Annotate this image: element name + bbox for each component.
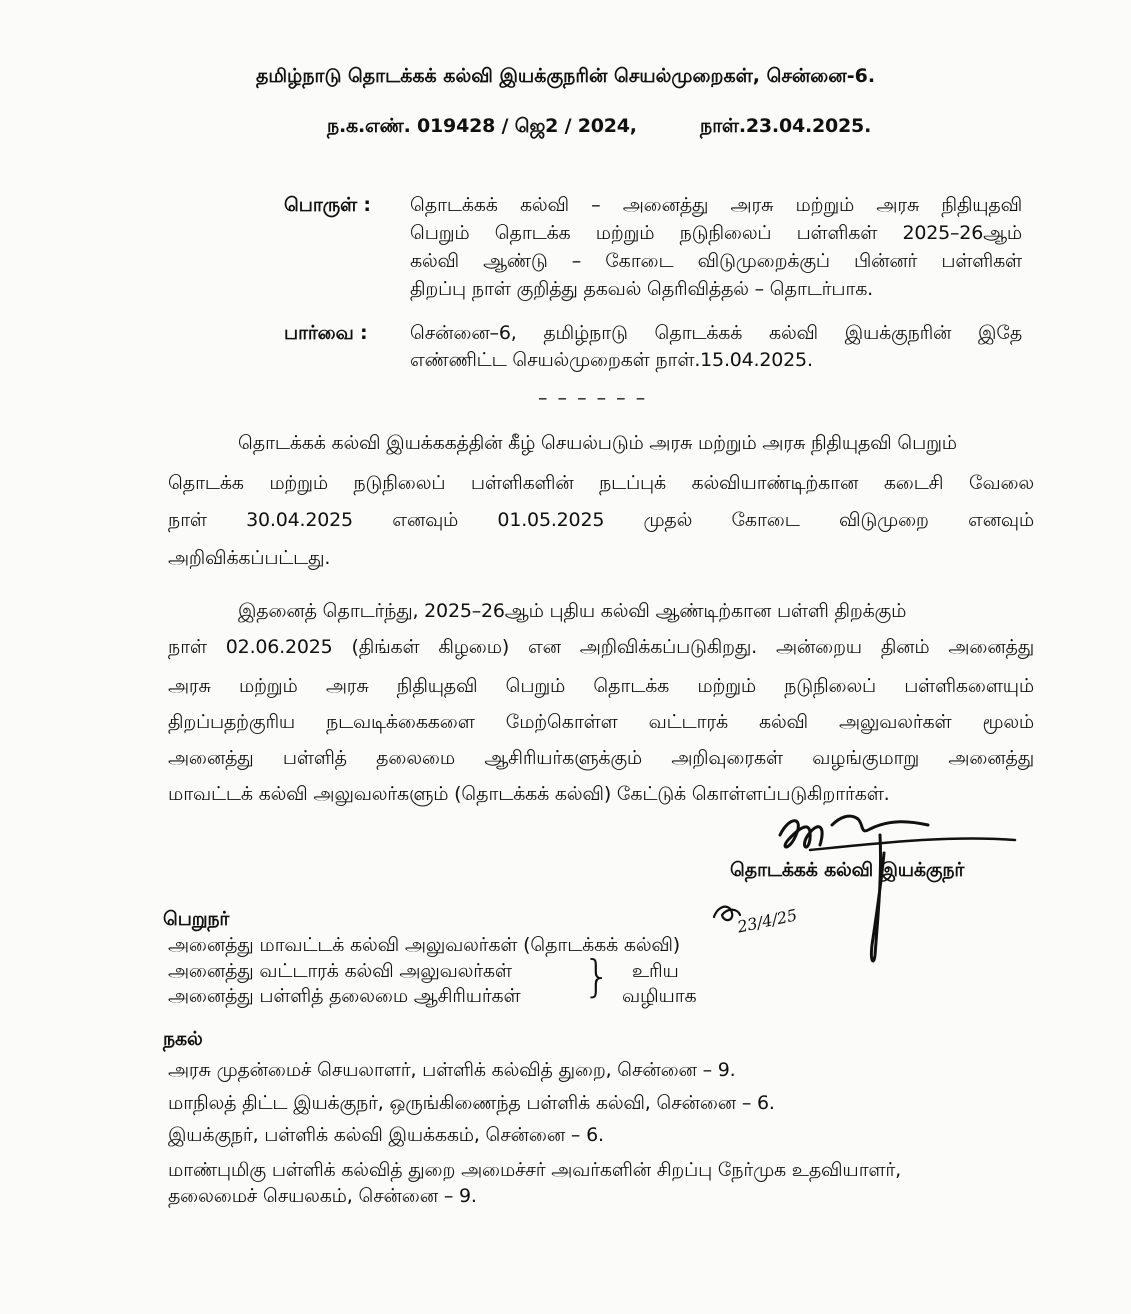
brace-left: } bbox=[583, 951, 611, 1002]
office-title: தமிழ்நாடு தொடக்கக் கல்வி இயக்குநரின் செயல்முறைகள், சென்னை-6. bbox=[255, 65, 876, 87]
copy-item: இயக்குநர், பள்ளிக் கல்வி இயக்ககம், சென்னை – 6. bbox=[168, 1124, 604, 1146]
copy-heading: நகல் bbox=[163, 1028, 203, 1050]
recipient-item: அனைத்து வட்டாரக் கல்வி அலுவலர்கள் bbox=[168, 960, 512, 982]
subject-line: பெறும் தொடக்க மற்றும் நடுநிலைப் பள்ளிகள் 2025–26ஆம் bbox=[410, 222, 1022, 244]
body-line: நாள் 02.06.2025 (திங்கள் கிழமை) என அறிவிக்கப்படுகிறது. அன்றைய தினம் அனைத்து bbox=[168, 636, 1034, 658]
document-date: நாள்.23.04.2025. bbox=[700, 115, 872, 137]
reference-line: சென்னை–6, தமிழ்நாடு தொடக்கக் கல்வி இயக்குநரின் இதே bbox=[410, 322, 1022, 344]
body-line: அறிவிக்கப்பட்டது. bbox=[168, 547, 331, 569]
body-line: தொடக்க மற்றும் நடுநிலைப் பள்ளிகளின் நடப்புக் கல்வியாண்டிற்கான கடைசி வேலை bbox=[168, 472, 1034, 494]
body-line: அனைத்து பள்ளித் தலைமை ஆசிரியர்களுக்கும் அறிவுரைகள் வழங்குமாறு அனைத்து bbox=[168, 747, 1034, 769]
body-line: தொடக்கக் கல்வி இயக்ககத்தின் கீழ் செயல்படும் அரசு மற்றும் அரசு நிதியுதவி பெறும் bbox=[238, 432, 957, 454]
body-line: அரசு மற்றும் அரசு நிதியுதவி பெறும் தொடக்க மற்றும் நடுநிலைப் பள்ளிகளையும் bbox=[168, 675, 1034, 697]
via-label-2: வழியாக bbox=[622, 985, 697, 1007]
signature-image bbox=[760, 795, 1030, 975]
separator: – – – – – – bbox=[538, 387, 648, 409]
recipient-item: அனைத்து மாவட்டக் கல்வி அலுவலர்கள் (தொடக்கக் கல்வி) bbox=[168, 934, 681, 956]
reference-line: எண்ணிட்ட செயல்முறைகள் நாள்.15.04.2025. bbox=[410, 349, 813, 371]
reference-number: ந.க.எண். 019428 / ஜெ2 / 2024, bbox=[327, 115, 637, 137]
copy-item: அரசு முதன்மைச் செயலாளர், பள்ளிக் கல்வித் துறை, சென்னை – 9. bbox=[168, 1059, 736, 1081]
copy-item: மாநிலத் திட்ட இயக்குநர், ஒருங்கிணைந்த பள்ளிக் கல்வி, சென்னை – 6. bbox=[168, 1092, 775, 1114]
subject-line: திறப்பு நாள் குறித்து தகவல் தெரிவித்தல் – தொடர்பாக. bbox=[410, 278, 874, 300]
copy-item: மாண்புமிகு பள்ளிக் கல்வித் துறை அமைச்சர் அவர்களின் சிறப்பு நேர்முக உதவியாளர், bbox=[168, 1159, 901, 1181]
body-line: இதனைத் தொடர்ந்து, 2025–26ஆம் புதிய கல்வி ஆண்டிற்கான பள்ளி திறக்கும் bbox=[238, 600, 907, 622]
recipient-item: அனைத்து பள்ளித் தலைமை ஆசிரியர்கள் bbox=[168, 985, 521, 1007]
body-line: மாவட்டக் கல்வி அலுவலர்களும் (தொடக்கக் கல்வி) கேட்டுக் கொள்ளப்படுகிறார்கள். bbox=[168, 783, 890, 805]
subject-label: பொருள் : bbox=[284, 194, 371, 216]
body-line: நாள் 30.04.2025 எனவும் 01.05.2025 முதல் கோடை விடுமுறை எனவும் bbox=[168, 509, 1034, 531]
signatory-title: தொடக்கக் கல்வி இயக்குநர் bbox=[730, 859, 965, 881]
recipients-heading: பெறுநர் bbox=[163, 908, 230, 930]
subject-line: தொடக்கக் கல்வி – அனைத்து அரசு மற்றும் அரசு நிதியுதவி bbox=[410, 194, 1022, 216]
via-label-1: உரிய bbox=[632, 960, 679, 982]
initial-date: 23/4/25 bbox=[735, 905, 799, 937]
subject-line: கல்வி ஆண்டு – கோடை விடுமுறைக்குப் பின்னர் பள்ளிகள் bbox=[410, 250, 1022, 272]
copy-item: தலைமைச் செயலகம், சென்னை – 9. bbox=[168, 1185, 477, 1207]
body-line: திறப்பதற்குரிய நடவடிக்கைகளை மேற்கொள்ள வட்டாரக் கல்வி அலுவலர்கள் மூலம் bbox=[168, 711, 1034, 733]
reference-label: பார்வை : bbox=[284, 322, 368, 344]
